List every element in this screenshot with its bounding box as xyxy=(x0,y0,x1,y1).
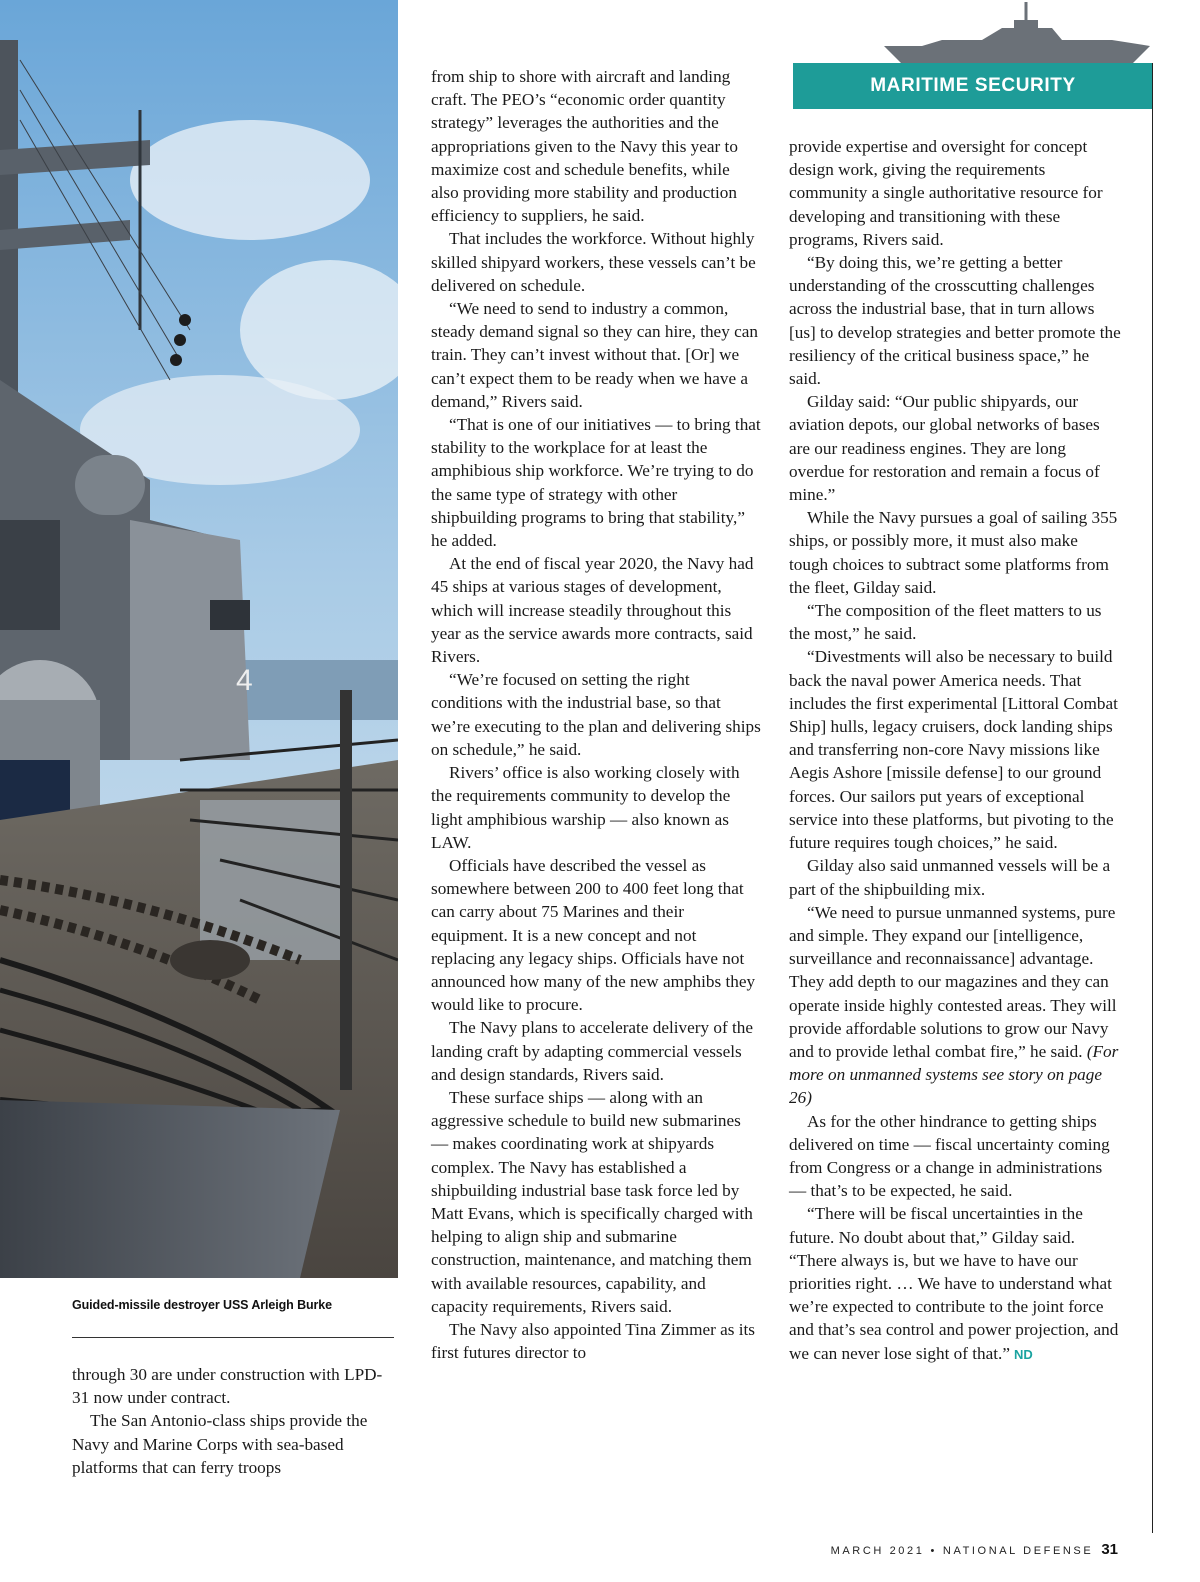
end-mark: ND xyxy=(1013,1346,1033,1362)
svg-text:4: 4 xyxy=(236,664,253,697)
paragraph: “By doing this, we’re getting a better understanding of the crosscutting challenges across the industrial base, that in turn allows [us] to develop strategies and better promote the resiliency of the critical business space,” he said. xyxy=(789,253,1121,389)
paragraph: Officials have described the vessel as somewhere between 200 to 400 feet long that can carry about 75 Marines and their equipment. It is a new concept and not replacing any legacy ships. Officials have not announced how many of the new amphibs they would like to procure. xyxy=(431,855,756,1015)
section-label: MARITIME SECURITY xyxy=(793,63,1153,109)
page-number: 31 xyxy=(1101,1541,1118,1558)
paragraph: from ship to shore with aircraft and landing craft. The PEO’s “economic order quantity strategy” leverages the authorities and the appropriations given to the Navy this year to maximize cost and schedule benefits, while also providing more stability and production efficiency to suppliers, he said. xyxy=(431,67,738,226)
paragraph: provide expertise and oversight for concept design work, giving the requirements community a single authoritative resource for developing and transitioning with these programs, Rivers said. xyxy=(789,137,1103,249)
paragraph: through 30 are under construction with LPD-31 now under contract. xyxy=(72,1365,383,1408)
paragraph: “Divestments will also be necessary to build back the naval power America needs. That includes the first experimental [Littoral Combat Ship] hulls, legacy cruisers, dock landing ships and transferring non-core Navy missions like Aegis Ashore [missile defense] to our ground forces. Our sailors put years of exceptional service into these platforms, but pivoting to the future requires tough choices,” he said. xyxy=(789,647,1118,853)
footer-separator: • xyxy=(930,1545,937,1557)
caption-divider xyxy=(72,1337,394,1338)
paragraph-final xyxy=(789,1202,1121,1365)
paragraph: The San Antonio-class ships provide the Navy and Marine Corps with sea-based platforms that can ferry troops xyxy=(72,1411,368,1477)
paragraph: The Navy also appointed Tina Zimmer as its first futures director to xyxy=(431,1319,755,1363)
page-footer xyxy=(831,1541,1118,1558)
paragraph-text: “There will be fiscal uncertainties in the future. No doubt about that,” Gilday said. “There always is, but we have to have our priorities right. … We have to understand what we’re expected to contribute to the joint force and that’s sea control and power projection, and we can never lose sight of that.” xyxy=(789,1204,1119,1363)
paragraph: Rivers’ office is also working closely with the requirements community to develop the light amphibious warship — also known as LAW. xyxy=(431,763,740,852)
paragraph: “We need to send to industry a common, steady demand signal so they can hire, they can train. They can’t invest without that. [Or] we can’t expect them to be ready when we have a demand,” Rivers said. xyxy=(431,299,758,411)
paragraph: “That is one of our initiatives — to bring that stability to the workplace for at least the amphibious ship workforce. We’re trying to do the same type of strategy with other shipbuilding programs to bring that stability,” he added. xyxy=(431,415,761,551)
paragraph: These surface ships — along with an aggressive schedule to build new submarines — makes coordinating work at shipyards complex. The Navy has established a shipbuilding industrial base task force led by Matt Evans, which is specifically charged with helping to align ship and submarine construction, maintenance, and matching them with available resources, capability, and capacity requirements, Rivers said. xyxy=(431,1087,753,1316)
paragraph: That includes the workforce. Without highly skilled shipyard workers, these vessels can’t be delivered on schedule. xyxy=(431,229,756,295)
article-column-left xyxy=(72,1363,397,1479)
ship-icon xyxy=(882,0,1154,66)
paragraph: As for the other hindrance to getting ships delivered on time — fiscal uncertainty coming from Congress or a change in administrations — that’s to be expected, he said. xyxy=(789,1111,1110,1201)
paragraph: “We’re focused on setting the right conditions with the industrial base, so that we’re executing to the plan and delivering ships on schedule,” he said. xyxy=(431,670,761,759)
paragraph: Gilday said: “Our public shipyards, our aviation depots, our global networks of bases are our readiness engines. They are long overdue for restoration and remain a focus of mine.” xyxy=(789,392,1100,505)
issue-date: MARCH 2021 xyxy=(830,1545,925,1557)
paragraph-with-note xyxy=(789,901,1121,1110)
paragraph-text: “We need to pursue unmanned systems, pure and simple. They expand our [intelligence, surveillance and reconnaissance] advantage. They add depth to our magazines and they can operate inside highly contested areas. They will provide affordable solutions to grow our Navy and to provide lethal combat fire,” he said. xyxy=(789,902,1117,1061)
article-column-middle xyxy=(431,65,761,1364)
section-rule xyxy=(1152,63,1153,1533)
paragraph: While the Navy pursues a goal of sailing 355 ships, or possibly more, it must also make tough choices to subtract some platforms from the fleet, Gilday said. xyxy=(789,508,1118,597)
paragraph: “The composition of the fleet matters to us the most,” he said. xyxy=(789,601,1102,644)
publication-name: NATIONAL DEFENSE xyxy=(942,1545,1094,1557)
photo-caption: Guided-missile destroyer USS Arleigh Burke xyxy=(72,1298,332,1312)
article-column-right xyxy=(789,135,1121,1366)
paragraph: The Navy plans to accelerate delivery of the landing craft by adapting commercial vessels and design standards, Rivers said. xyxy=(431,1018,753,1084)
paragraph: At the end of fiscal year 2020, the Navy had 45 ships at various stages of development, which will increase steadily throughout this year as the service awards more contracts, said Rivers. xyxy=(431,554,754,667)
destroyer-photo xyxy=(0,0,398,1278)
paragraph: Gilday also said unmanned vessels will be a part of the shipbuilding mix. xyxy=(789,856,1111,899)
cross-reference-note: (For more on unmanned systems see story on page 26) xyxy=(789,1041,1119,1108)
